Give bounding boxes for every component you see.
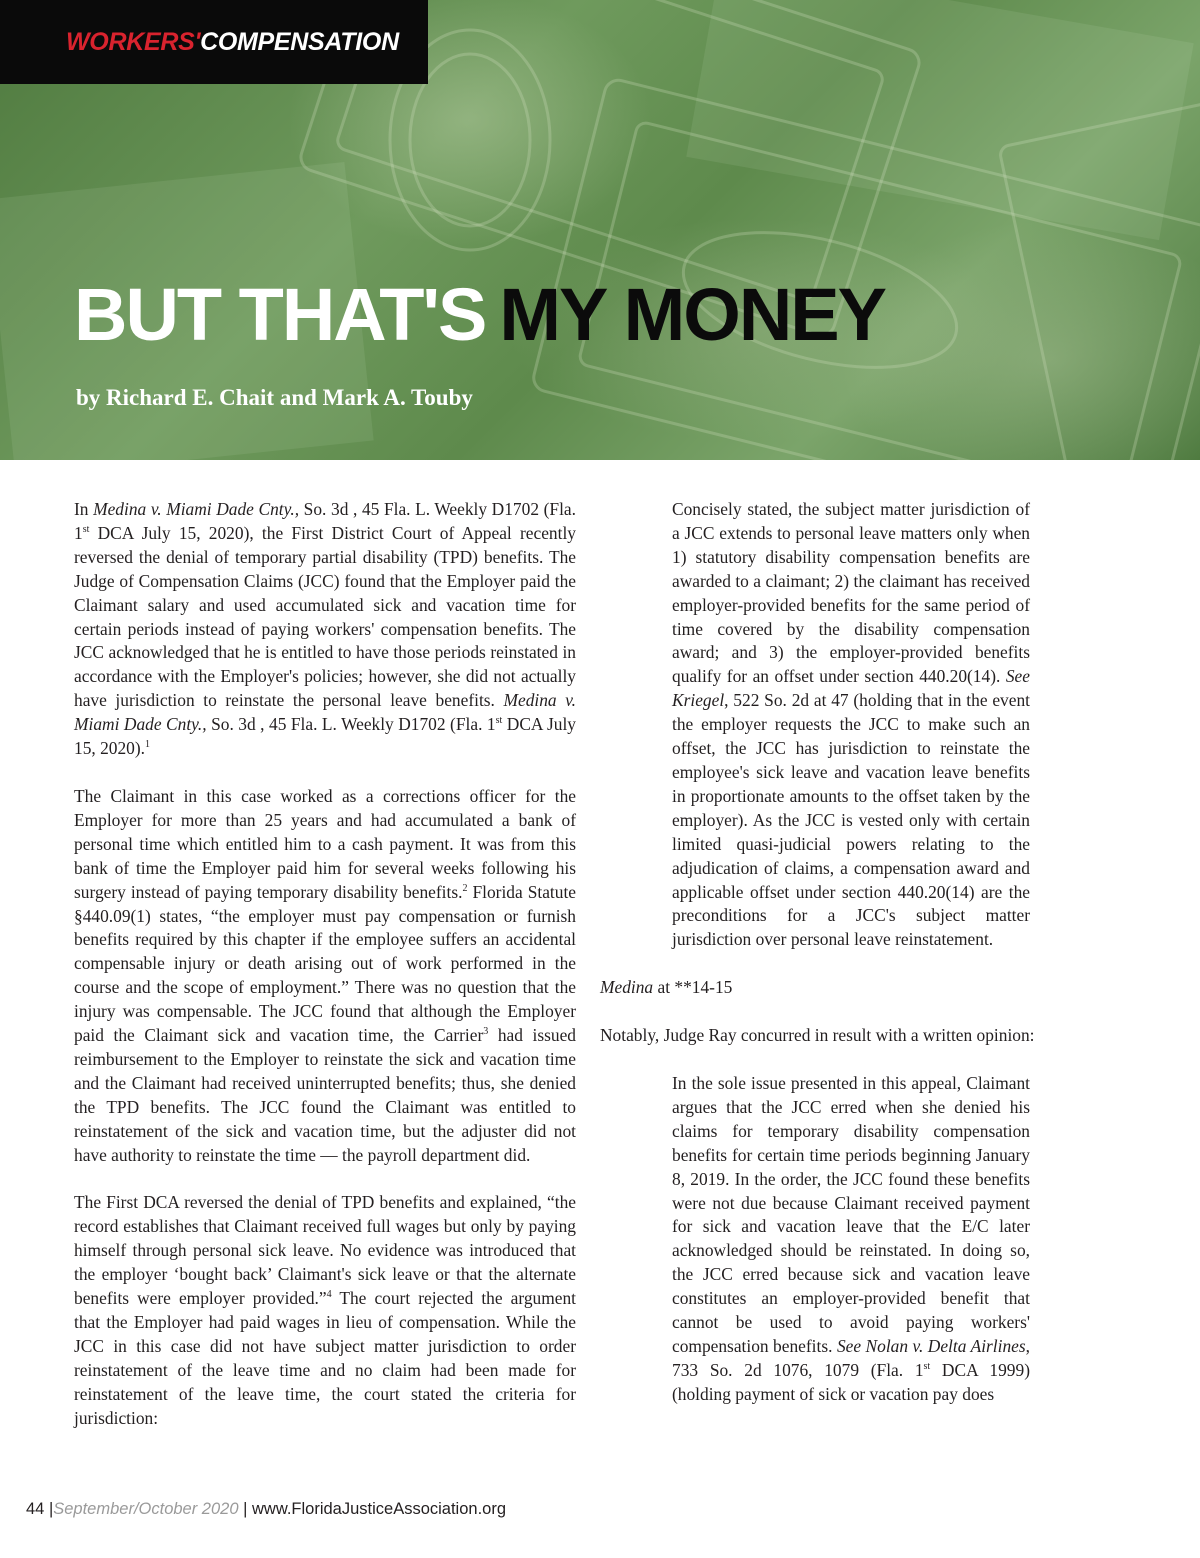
headline-white: BUT THAT'S: [74, 273, 486, 356]
article-headline: [74, 273, 885, 356]
footnote-ref: 1: [145, 739, 151, 751]
text: at **14-15: [653, 977, 733, 998]
concurrence-intro: Notably, Judge Ray concurred in result with a written opinion:: [600, 1025, 1035, 1046]
text: DCA July 15, 2020), the First District Court of Appeal recently reversed the denial of temporary partial disability (TPD) benefits. The Judge of Compensation Claims (JCC) found that the Employer paid the Claimant salary and used accumulated sick and vacation time for certain periods instead of paying workers' compensation benefits. The JCC acknowledged that he is entitled to have those periods reinstated in accordance with the Employer's policies; however, she did not actually have jurisdiction to reinstate the personal leave benefits.: [74, 522, 576, 711]
block-quote-1: [672, 498, 1030, 952]
text: The First DCA reversed the denial of TPD benefits and explained, “the record establishes that Claimant received full wages but only by paying himself through personal sick leave. No evidence was introduced that the employer ‘bought back’ Claimant's sick leave or that the alternate benefits were employer provided.”: [74, 1192, 576, 1309]
footnote-ref: 4: [326, 1289, 332, 1301]
text: DCA 1999) (holding payment of sick or vacation pay does: [672, 1359, 1030, 1404]
citation-line: [600, 976, 1096, 1000]
case-citation: See Kriegel: [672, 666, 1030, 711]
superscript: st: [82, 524, 90, 536]
text: , 733 So. 2d 1076, 1079 (Fla. 1: [672, 1336, 1030, 1380]
byline: by Richard E. Chait and Mark A. Touby: [76, 385, 473, 410]
left-column: [74, 498, 576, 1455]
text: The Claimant in this case worked as a corrections officer for the Employer for more than 25 years and had accumulated a bank of personal time which entitled him to a cash payment. It was from this bank of time the Employer paid him for several weeks following his surgery instead of paying temporary disability benefits.: [74, 785, 576, 902]
separator: |: [44, 1500, 54, 1518]
block-quote-2: [672, 1072, 1030, 1407]
text: DCA July 15, 2020).: [74, 714, 576, 759]
text: The court rejected the argument that the Employer had paid wages in lieu of compensation. While the JCC in this case did not have subject matter jurisdiction to order reinstatement of the leave time and no claim had been made for reinstatement of the leave time, the court stated the criteria for jurisdiction:: [74, 1288, 576, 1428]
superscript: st: [923, 1361, 931, 1373]
text: had issued reimbursement to the Employer to reinstate the sick and vacation time and the Claimant had received uninterrupted benefits; thus, she denied the TPD benefits. The JCC found the Claimant was entitled to reinstatement of the sick and vacation time, but the adjuster did not have authority to reinstate the time — the payroll department did.: [74, 1025, 576, 1165]
text: , 522 So. 2d at 47 (holding that in the event the employer requests the JCC to make such an offset, the JCC has jurisdiction to reinstate the employee's sick leave and vacation leave benefits in proportionate amounts to the offset taken by the employer). As the JCC is vested only with certain limited quasi-judicial powers relating to the adjudication of claims, a compensation award and applicable offset under section 440.20(14) are the preconditions for a JCC's subject matter jurisdiction over personal leave reinstatement.: [672, 690, 1030, 950]
section-tag-red: WORKERS': [66, 28, 201, 56]
footnote-ref: 3: [483, 1026, 489, 1038]
headline-black: MY MONEY: [499, 273, 885, 356]
paragraph-2: [74, 785, 576, 1168]
page-footer: [26, 1500, 506, 1519]
superscript: st: [495, 715, 503, 727]
text: Concisely stated, the subject matter jurisdiction of a JCC extends to personal leave matters only when 1) statutory disability compensation benefits are awarded to a claimant; 2) the claimant has received employer-provided benefits for the same period of time covered by the disability compensation award; and 3) the employer-provided benefits qualify for an offset under section 440.20(14).: [672, 499, 1030, 687]
section-tag-white: COMPENSATION: [200, 28, 399, 56]
text: In the sole issue presented in this appeal, Claimant argues that the JCC erred when she denied his claims for temporary disability compensation benefits for certain time periods beginning January 8, 2019. In the order, the JCC found these benefits were not due because Claimant received payment for sick and vacation leave that the E/C later acknowledged should be reinstated. In doing so, the JCC erred because sick and vacation leave constitutes an employer-provided benefit that cannot be used to avoid paying workers' compensation benefits.: [672, 1073, 1030, 1356]
case-name: Medina v. Miami Dade Cnty.,: [93, 499, 300, 519]
text: Florida Statute §440.09(1) states, “the employer must pay compensation or furnish benefits required by this chapter if the employee suffers an accidental compensable injury or death arising out of work performed in the course and the scope of employment.” There was no question that the injury was compensable. The JCC found that although the Employer paid the Claimant sick and vacation time, the Carrier: [74, 881, 576, 1046]
case-name: Medina v. Miami Dade Cnty.,: [74, 690, 576, 735]
case-citation: See Nolan v. Delta Airlines: [836, 1336, 1026, 1356]
separator: |: [238, 1500, 252, 1518]
right-column: [600, 498, 1096, 1431]
footnote-ref: 2: [462, 882, 468, 894]
paragraph-3: [74, 1191, 576, 1430]
paragraph-1: [74, 498, 576, 761]
issue-date: September/October 2020: [53, 1500, 239, 1518]
section-tag: [66, 28, 399, 57]
page-number: 44: [26, 1500, 45, 1518]
text: So. 3d , 45 Fla. L. Weekly D1702 (Fla. 1: [74, 499, 576, 543]
hero-banner: [0, 0, 1200, 460]
section-tag-box: [0, 0, 428, 84]
website-link[interactable]: www.FloridaJusticeAssociation.org: [251, 1500, 507, 1518]
text: So. 3d , 45 Fla. L. Weekly D1702 (Fla. 1: [206, 714, 496, 735]
case-name: Medina: [600, 977, 654, 998]
text: In: [74, 499, 94, 519]
